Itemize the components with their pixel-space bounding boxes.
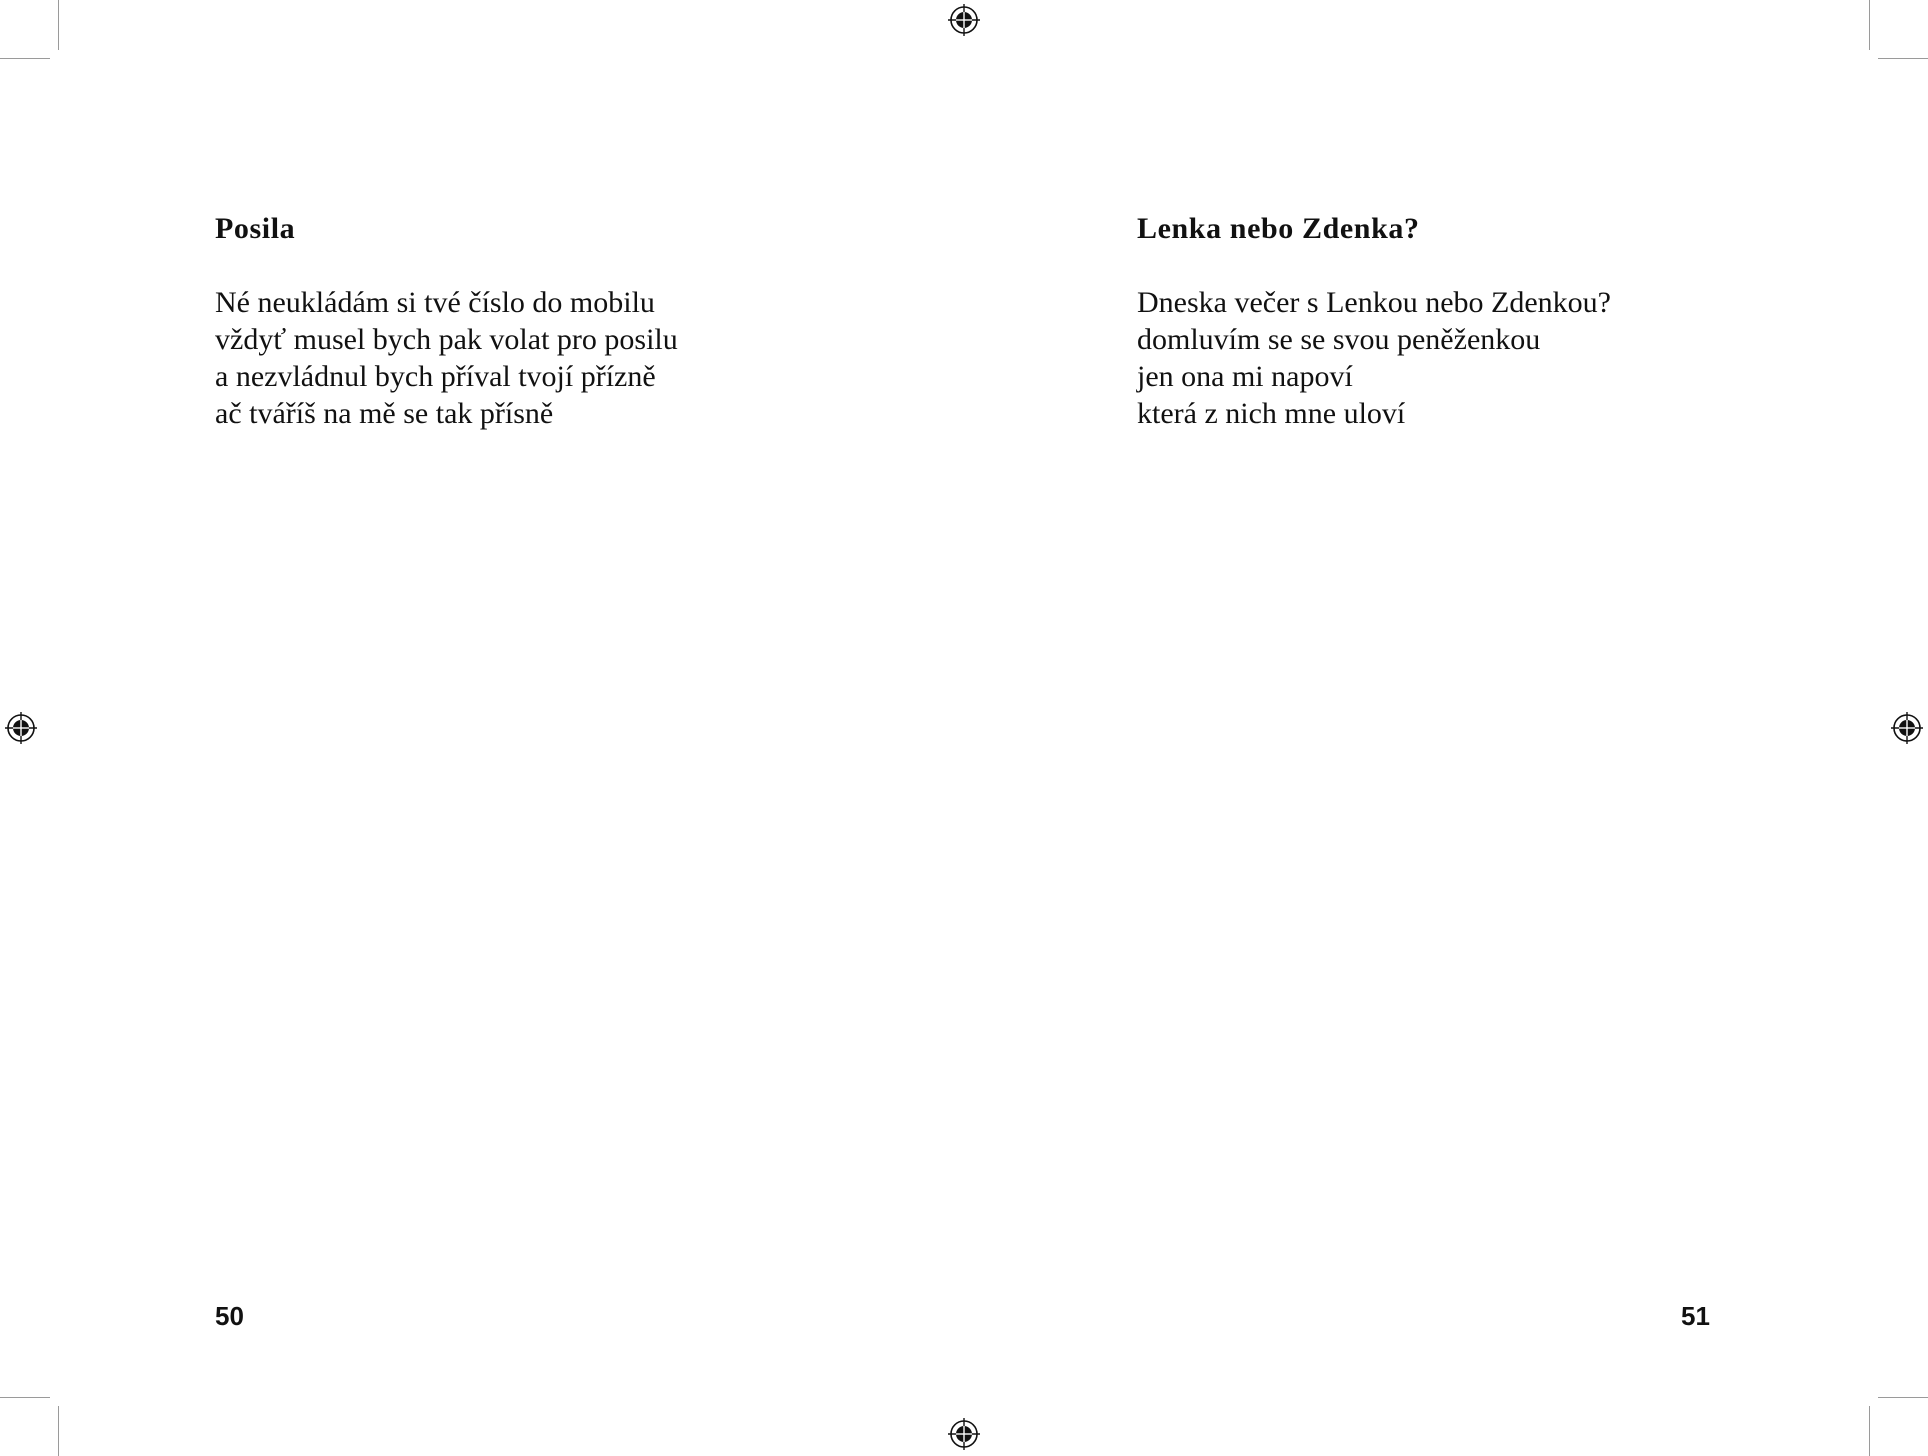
poem-line: vždyť musel bych pak volat pro posilu [215,323,678,356]
crop-mark-top-left-horizontal [0,58,50,59]
poem-line: Né neukládám si tvé číslo do mobilu [215,286,655,319]
poem-title: Lenka nebo Zdenka? [1137,212,1420,245]
poem-line: která z nich mne uloví [1137,397,1406,430]
crop-mark-bottom-right-vertical [1869,1406,1870,1456]
registration-mark-left-icon [5,712,37,744]
poem-line: domluvím se se svou peněženkou [1137,323,1541,356]
poem-body [1137,284,1757,432]
page-number-right: 51 [1681,1301,1710,1331]
poem-line: a nezvládnul bych příval tvojí přízně [215,360,656,393]
crop-mark-top-right-horizontal [1878,58,1928,59]
crop-mark-bottom-right-horizontal [1878,1397,1928,1398]
crop-mark-top-right-vertical [1869,0,1870,50]
poem-body [215,284,835,432]
crop-mark-bottom-left-vertical [58,1406,59,1456]
left-page-poem [215,210,835,432]
registration-mark-right-icon [1891,712,1923,744]
poem-line: jen ona mi napoví [1137,360,1353,393]
poem-line: Dneska večer s Lenkou nebo Zdenkou? [1137,286,1611,319]
poem-line: ač tváříš na mě se tak přísně [215,397,554,430]
registration-mark-top-icon [948,4,980,36]
crop-mark-top-left-vertical [58,0,59,50]
page-number-left: 50 [215,1301,244,1331]
crop-mark-bottom-left-horizontal [0,1397,50,1398]
registration-mark-bottom-icon [948,1418,980,1450]
poem-title: Posila [215,212,296,245]
right-page-poem [1137,210,1757,432]
